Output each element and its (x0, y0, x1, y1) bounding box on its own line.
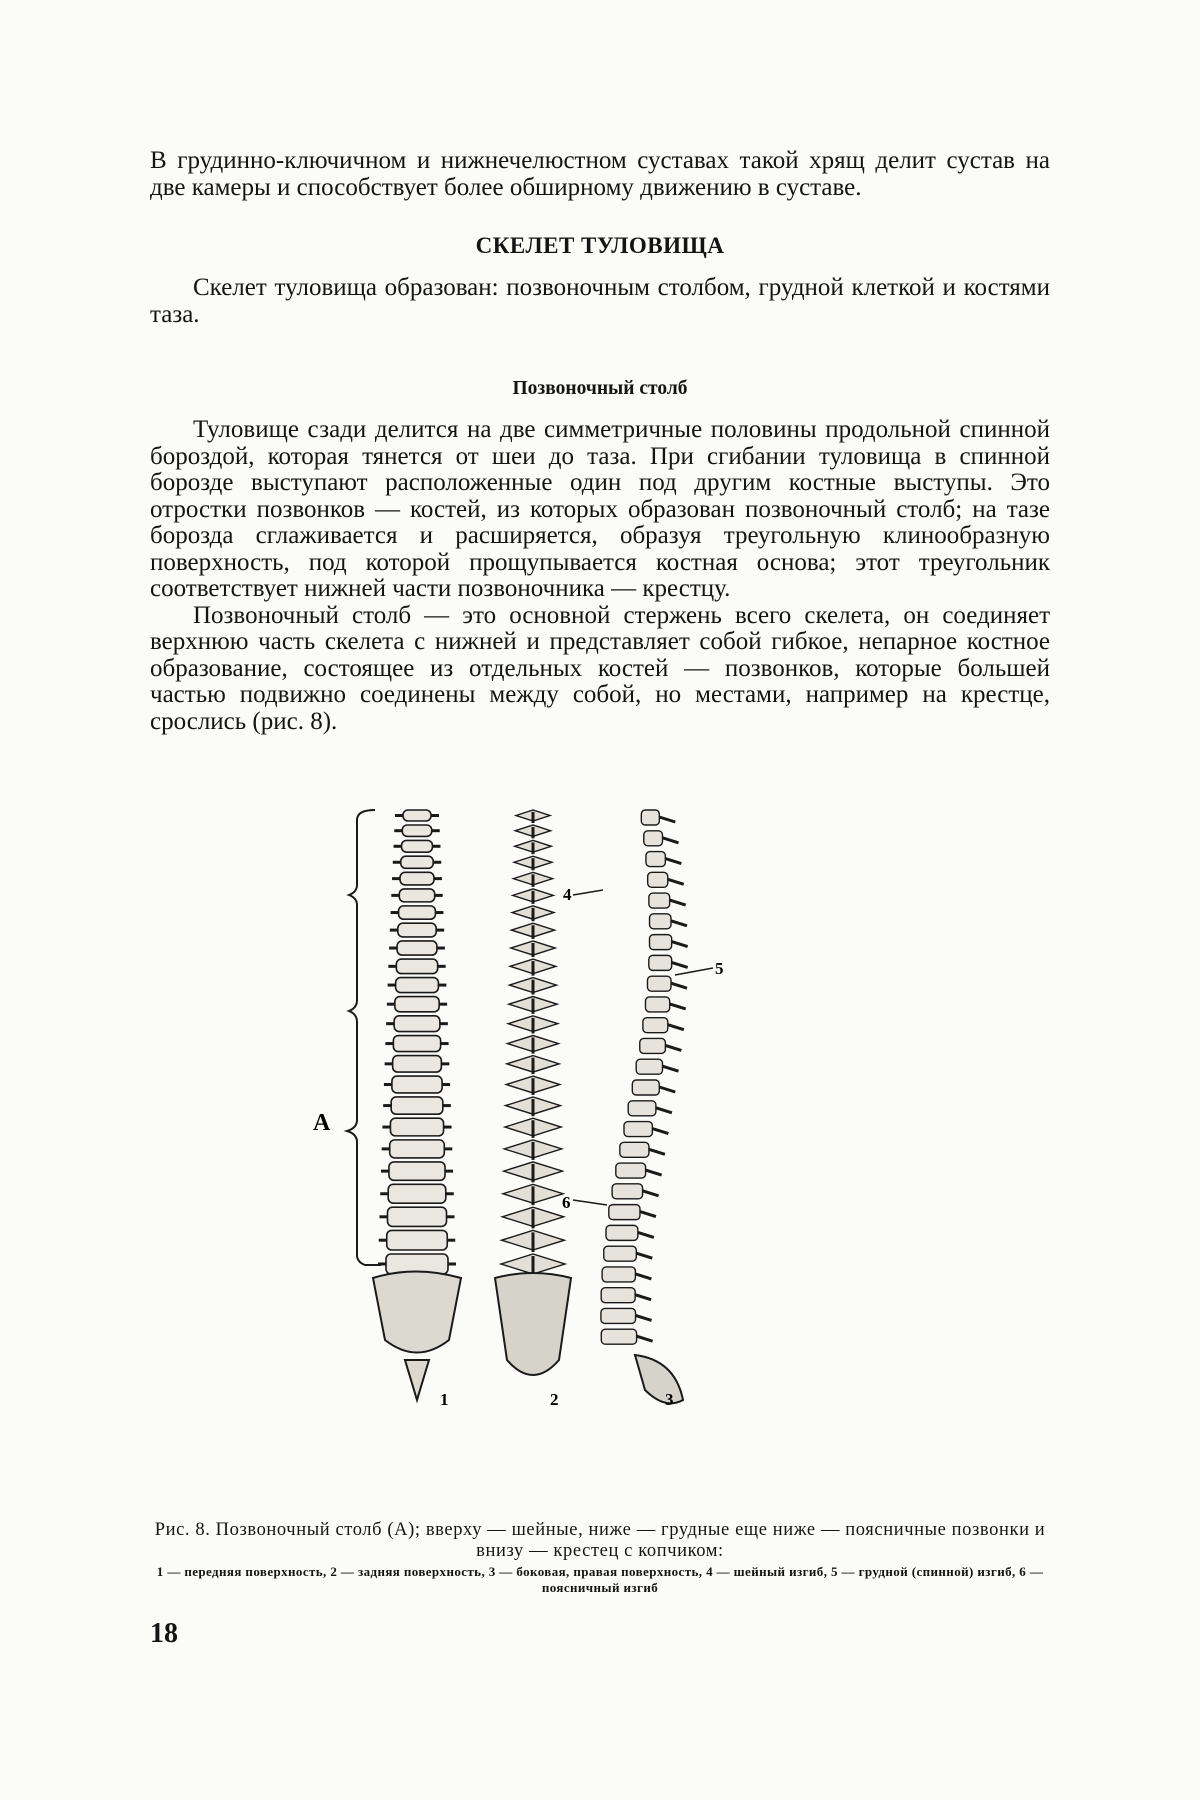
spine-lateral-view (601, 810, 688, 1403)
region-label-a: А (313, 1110, 331, 1136)
spine-anterior-view (373, 810, 461, 1400)
page-number: 18 (150, 1618, 178, 1649)
label-2: 2 (550, 1390, 559, 1409)
label-5: 5 (715, 959, 724, 978)
top-paragraph: В грудинно-ключичном и нижнечелюстном суставах такой хрящ делит сустав на две камеры и способствует более обширному движению в суставе. (150, 147, 1050, 201)
label-6: 6 (562, 1193, 571, 1212)
caption-main: Рис. 8. Позвоночный столб (А); вверху — шейные, ниже — грудные еще ниже — поясничные позвонки и внизу — крестец с копчиком: (154, 1520, 1046, 1561)
label-3: 3 (665, 1390, 674, 1409)
section-intro: Скелет туловища образован: позвоночным столбом, грудной клеткой и костями таза. (150, 274, 1050, 328)
paragraph-2: Позвоночный столб — это основной стержень всего скелета, он соединяет верхнюю часть скелета с нижней и представляет собой гибкое, непарное костное образование, состоящее из отдельных костей — позвонков, которые большей частью подвижно соединены между собой, но местами, например на крестце, срослись (рис. 8). (150, 601, 1050, 735)
page-text (150, 148, 1050, 735)
spine-figure (313, 800, 825, 1500)
subsection-title: Позвоночный столб (512, 378, 688, 399)
label-1: 1 (440, 1390, 449, 1409)
paragraph-1: Туловище сзади делится на две симметричные половины продольной спинной бороздой, которая тянется от шеи до таза. При сгибании туловища в спинной борозде выступают расположенные один под другим костные выступы. Это отростки позвонков — костей, из которых образован позвоночный столб; на тазе борозда сглаживается и расширяется, образуя треугольную клинообразную поверхность, под которой прощупывается костная основа; этот треугольник соответствует нижней части позвоночника — крестцу. (150, 416, 1050, 602)
region-bracket (347, 810, 381, 1265)
figure-caption (150, 1520, 1050, 1596)
spine-posterior-view (495, 810, 571, 1375)
label-4: 4 (563, 885, 572, 904)
caption-legend: 1 — передняя поверхность, 2 — задняя поверхность, 3 — боковая, правая поверхность, 4 — шейный изгиб, 5 — грудной (спинной) изгиб, 6 — поясничный изгиб (156, 1564, 1044, 1595)
spine-illustration (313, 800, 825, 1500)
section-title: СКЕЛЕТ ТУЛОВИЩА (475, 233, 725, 258)
